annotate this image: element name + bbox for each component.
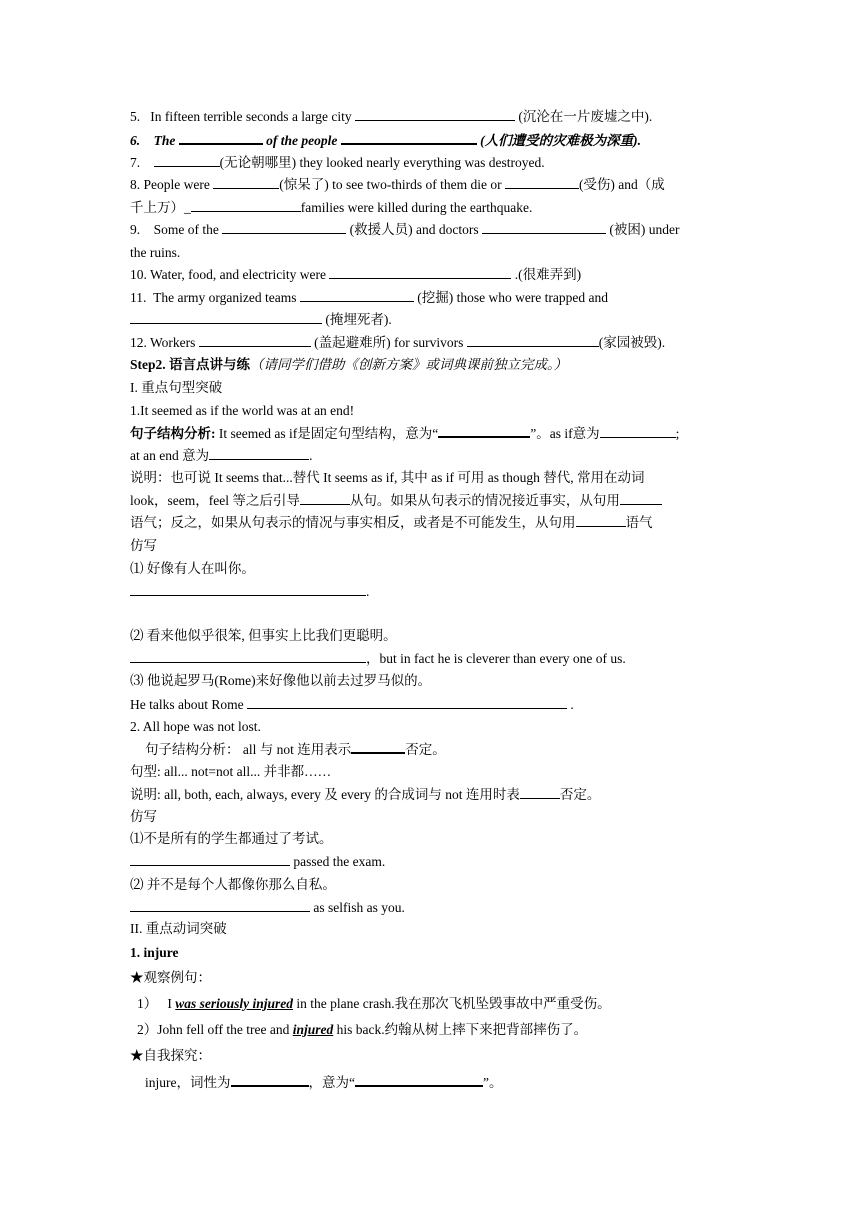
item-11-line1: 11. The army organized teams (挖掘) those who were trapped and [130,290,609,305]
blank[interactable] [520,786,560,799]
blank[interactable] [482,221,606,234]
fangxie-2-q2-answer: as selfish as you. [130,899,732,917]
blank[interactable] [179,131,263,145]
answer-blank[interactable] [130,853,290,866]
fangxie-1-q2: ⑵ 看来他似乎很笨, 但事实上比我们更聪明。 [130,628,397,643]
blank[interactable] [355,108,515,121]
step2-heading: Step2. 语言点讲与练（请同学们借助《创新方案》或词典课前独立完成。） [130,357,568,372]
item-8-line2: 千上万）_ families were killed during the earthquake. [130,200,533,215]
fangxie-1-q1-answer: . [130,583,732,601]
blank[interactable] [130,311,322,324]
fangxie-2-q1-answer: passed the exam. [130,853,732,871]
blank[interactable] [620,492,662,505]
blank[interactable] [355,1073,483,1087]
item-9-line1: 9. Some of the (救援人员) and doctors (被困) under [130,222,680,237]
blank[interactable] [154,154,220,167]
sentence-2-note: 说明: all, both, each, always, every 及 every 的合成词与 not 连用时表 否定。 [130,787,601,802]
sentence-1-analysis-2: at an end 意为 . [130,448,313,463]
section-1-heading: I. 重点句型突破 [130,380,223,395]
section-2-heading: II. 重点动词突破 [130,921,227,936]
blank[interactable] [199,334,311,347]
explore-question: injure，词性为 ，意为“ ”。 [145,1075,503,1090]
item-10: 10. Water, food, and electricity were .(很难弄到) [130,267,582,282]
item-11-line2: (掩埋死者). [130,311,732,329]
example-2: 2）John fell off the tree and injured his back.约翰从树上摔下来把背部摔伤了。 [137,1022,588,1037]
blank[interactable] [231,1073,309,1087]
blank[interactable] [351,740,405,754]
answer-blank[interactable] [130,899,310,912]
blank[interactable] [300,289,414,302]
verb-injure-heading: 1. injure [130,945,179,960]
sentence-2-pattern: 句型: all... not=not all... 并非都…… [130,764,332,779]
blank[interactable] [191,199,301,212]
blank[interactable] [505,176,579,189]
sentence-1-note-line3: 语气；反之，如果从句表示的情况与事实相反，或者是不可能发生，从句用 语气 [130,515,653,530]
blank[interactable] [467,334,599,347]
item-7: 7. (无论朝哪里) they looked nearly everything was destroyed. [130,155,545,170]
item-6: 6. The of the people (人们遭受的灾难极为深重). [130,133,641,148]
fangxie-2-q2: ⑵ 并不是每个人都像你那么自私。 [130,877,336,892]
blank[interactable] [300,492,350,505]
blank[interactable] [213,176,279,189]
item-12: 12. Workers (盖起避难所) for survivors (家园被毁). [130,335,666,350]
explore-label: ★自我探究： [130,1048,211,1063]
blank[interactable] [209,447,309,460]
sentence-1-analysis: 句子结构分析: It seemed as if是固定句型结构，意为“ ”。as if意为 ; [130,426,680,441]
sentence-1-note-line1: 说明：也可说 It seems that...替代 It seems as if, 其中 as if 可用 as though 替代, 常用在动词 [130,470,645,485]
fangxie-1-q3-answer: He talks about Rome . [130,697,574,712]
fangxie-2-q1: ⑴不是所有的学生都通过了考试。 [130,831,333,846]
blank[interactable] [329,266,511,279]
blank[interactable] [576,514,626,527]
observe-label: ★观察例句： [130,970,211,985]
sentence-2-analysis: 句子结构分析： all 与 not 连用表示 否定。 [145,742,446,757]
item-9-line2: the ruins. [130,245,181,260]
fangxie-1: 仿写 [130,538,157,553]
fangxie-1-q1: ⑴ 好像有人在叫你。 [130,561,255,576]
answer-blank[interactable] [130,583,366,596]
sentence-1: 1.It seemed as if the world was at an end! [130,403,355,418]
blank[interactable] [341,131,477,145]
blank[interactable] [438,424,530,438]
fangxie-1-q3: ⑶ 他说起罗马(Rome)来好像他以前去过罗马似的。 [130,673,432,688]
item-5: 5. In fifteen terrible seconds a large city (沉沦在一片废墟之中). [130,109,653,124]
fangxie-1-q2-answer: ，but in fact he is cleverer than every one of us. [130,650,732,668]
blank[interactable] [600,425,676,438]
item-8-line1: 8. People were (惊呆了) to see two-thirds of them die or (受伤) and（成 [130,177,665,192]
sentence-2: 2. All hope was not lost. [130,719,261,734]
fangxie-2: 仿写 [130,809,157,824]
example-1: 1） I was seriously injured in the plane crash.我在那次飞机坠毁事故中严重受伤。 [137,996,611,1011]
sentence-1-note-line2: look，seem，feel 等之后引导 从句。如果从句表示的情况接近事实，从句用 [130,492,732,510]
blank[interactable] [222,221,346,234]
answer-blank[interactable] [130,650,366,663]
answer-blank[interactable] [247,696,567,709]
